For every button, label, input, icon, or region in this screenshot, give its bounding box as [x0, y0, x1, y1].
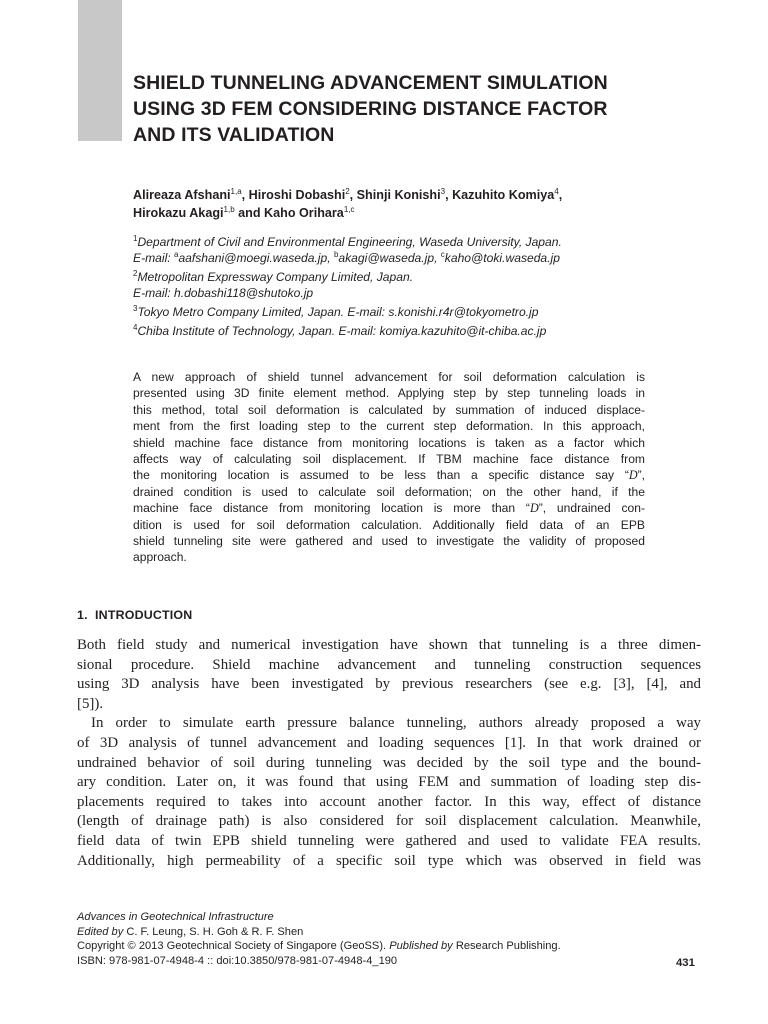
body-line: In order to simulate earth pressure balance tunneling, authors already proposed a way — [91, 715, 701, 732]
affiliations — [133, 234, 693, 342]
abstract — [133, 369, 645, 566]
affiliation-4 — [133, 323, 693, 339]
abstract-line: shield tunneling site were gathered and used to investigate the validity of proposed — [133, 534, 645, 549]
affiliation-email: E-mail: h.dobashi118@shutoko.jp — [133, 286, 314, 300]
body-line: of 3D analysis of tunnel advancement and loading sequences [1]. In that work drained or — [77, 734, 701, 751]
body-line: ary condition. Later on, it was found that using FEM and summation of loading step dis- — [77, 774, 701, 791]
author-affiliation-mark: 2 — [345, 187, 350, 196]
edited-by-label: Edited by — [77, 925, 124, 938]
author-affiliation-mark: 1,b — [223, 205, 235, 214]
publication-footer — [77, 910, 637, 968]
author-name: Kazuhito Komiya — [452, 188, 555, 202]
email-label: E-mail: — [133, 251, 174, 265]
body-line: Both field study and numerical investigation have shown that tunneling is a three dimen- — [77, 637, 701, 653]
isbn-doi: ISBN: 978-981-07-4948-4 :: doi:10.3850/978-981-07-4948-4_190 — [77, 954, 398, 967]
body-line: field data of twin EPB shield tunneling were gathered and used to validate FEA results. — [77, 832, 701, 849]
email-mark: a — [174, 250, 179, 259]
abstract-line: ment from the first loading step to the current step deformation. In this approach, — [133, 419, 645, 434]
section-number: 1. — [77, 608, 88, 622]
affiliation-2 — [133, 269, 693, 301]
affiliation-number: 1 — [133, 234, 138, 243]
abstract-line: presented using 3D finite element method. Applying step by step tunneling loads in — [133, 386, 645, 401]
section-title: INTRODUCTION — [95, 608, 193, 622]
editors-line — [77, 925, 637, 940]
author-name: Kaho Orihara — [264, 206, 344, 220]
body-line: placements required to takes into account another factor. In this way, effect of distance — [77, 793, 701, 810]
decorative-side-tab — [78, 0, 122, 141]
affiliation-number: 4 — [133, 323, 138, 332]
section-heading — [77, 608, 192, 622]
book-title: Advances in Geotechnical Infrastructure — [77, 911, 274, 923]
abstract-line: dition is used for soil deformation calculation. Additionally field data of an EPB — [133, 517, 645, 532]
abstract-line — [133, 500, 645, 516]
abstract-text: the monitoring location is assumed to be less than a specific distance say “ — [133, 468, 629, 483]
copyright-line — [77, 939, 637, 954]
affiliation-1 — [133, 234, 693, 266]
copyright: Copyright © 2013 Geotechnical Society of Singapore (GeoSS). — [77, 940, 390, 952]
abstract-line: A new approach of shield tunnel advancement for soil deformation calculation is — [133, 370, 645, 384]
email-address: akagi@waseda.jp — [338, 251, 435, 265]
distance-symbol: D — [628, 468, 638, 483]
abstract-line: affects way of calculating soil displacement. If TBM machine face distance from — [133, 452, 645, 467]
affiliation-text: Department of Civil and Environmental Engineering, Waseda University, Japan. — [137, 235, 562, 249]
title-line: USING 3D FEM CONSIDERING DISTANCE FACTOR — [133, 98, 608, 120]
author-name: Shinji Konishi — [356, 188, 441, 202]
email-mark: b — [333, 250, 339, 259]
abstract-line: shield machine face distance from monitoring locations is taken as a factor which — [133, 435, 645, 450]
affiliation-number: 2 — [133, 269, 138, 278]
body-line: sional procedure. Shield machine advancement and tunneling construction sequences — [77, 656, 701, 673]
author-separator: , — [558, 188, 563, 202]
affiliation-text: Metropolitan Expressway Company Limited, Japan. — [137, 270, 414, 284]
author-separator: , — [445, 188, 453, 202]
body-line: undrained behavior of soil during tunneling was decided by the soil type and the bound- — [77, 754, 701, 771]
body-text — [77, 636, 701, 871]
body-line: (length of drainage path) is also considered for soil displacement calculation. Meanwhile, — [77, 813, 701, 830]
author-name: Alireaza Afshani — [133, 188, 231, 202]
abstract-text: ”, undrained con- — [538, 501, 646, 516]
published-by-label: Published by — [389, 940, 453, 952]
email-separator: , — [327, 251, 334, 265]
email-mark: c — [440, 250, 445, 259]
abstract-line — [133, 467, 645, 483]
body-line: using 3D analysis have been investigated by previous researchers (see e.g. [3], [4], and — [77, 676, 701, 693]
abstract-line: approach. — [133, 550, 187, 565]
author-affiliation-mark: 3 — [440, 187, 446, 196]
affiliation-3 — [133, 304, 693, 320]
email-address: aafshani@moegi.waseda.jp — [178, 251, 328, 265]
distance-symbol: D — [529, 501, 539, 516]
body-line: [5]). — [77, 695, 104, 712]
abstract-line: drained condition is used to calculate soil deformation; on the other hand, if the — [133, 484, 645, 499]
title-line: AND ITS VALIDATION — [133, 124, 335, 146]
author-name: Hiroshi Dobashi — [248, 188, 346, 202]
author-name: Hirokazu Akagi — [133, 206, 224, 220]
email-separator: , — [434, 251, 441, 265]
author-affiliation-mark: 4 — [554, 187, 559, 196]
paper-title — [133, 70, 693, 148]
author-separator: and — [234, 206, 265, 220]
body-line: Additionally, high permeability of a specific soil type which was observed in field was — [77, 852, 701, 869]
abstract-line: this method, total soil deformation is calculated by summation of induced displace- — [133, 402, 645, 417]
page-number: 431 — [676, 957, 695, 969]
author-affiliation-mark: 1,a — [230, 187, 242, 196]
abstract-text: ”, — [637, 468, 645, 483]
affiliation-text: Chiba Institute of Technology, Japan. E-mail: komiya.kazuhito@it-chiba.ac.jp — [137, 324, 547, 338]
publisher: Research Publishing. — [452, 940, 561, 952]
editors: C. F. Leung, S. H. Goh & R. F. Shen — [123, 925, 304, 938]
author-affiliation-mark: 1,c — [343, 205, 355, 214]
affiliation-number: 3 — [133, 304, 138, 313]
affiliation-text: Tokyo Metro Company Limited, Japan. E-mail: s.konishi.r4r@tokyometro.jp — [137, 305, 539, 319]
abstract-text: machine face distance from monitoring location is more than “ — [133, 501, 530, 516]
author-list — [133, 186, 693, 222]
title-line: SHIELD TUNNELING ADVANCEMENT SIMULATION — [133, 72, 608, 94]
email-address: kaho@toki.waseda.jp — [444, 251, 560, 265]
author-separator: , — [349, 188, 357, 202]
author-separator: , — [241, 188, 249, 202]
